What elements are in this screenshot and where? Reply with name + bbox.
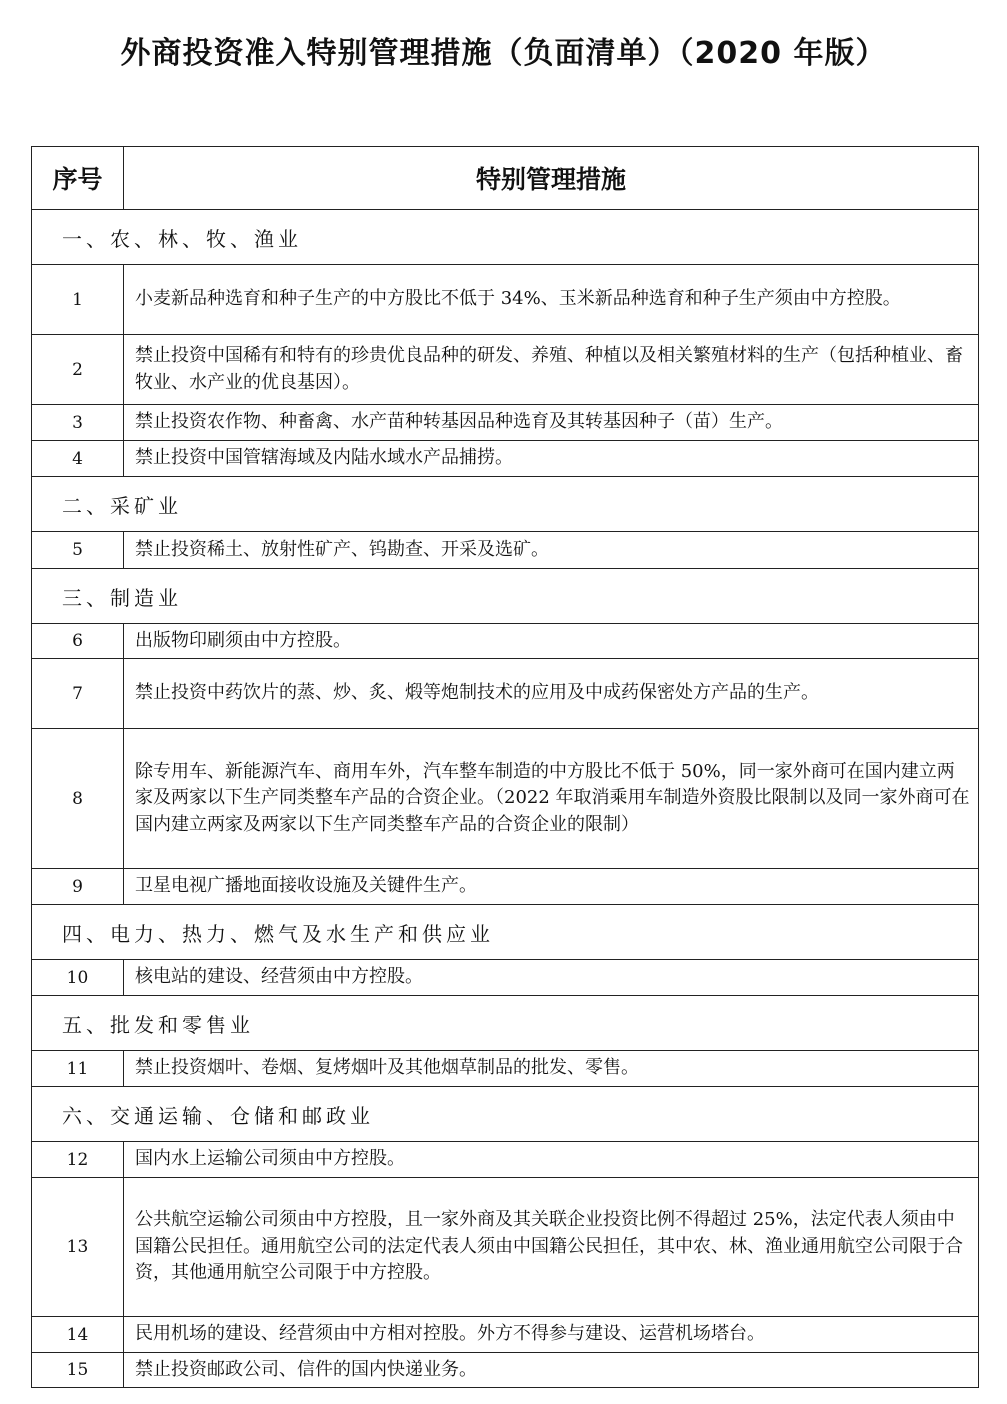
item-text: 禁止投资中国稀有和特有的珍贵优良品种的研发、养殖、种植以及相关繁殖材料的生产（包括种植业、畜牧业、水产业的优良基因）。 [124, 335, 979, 405]
item-text: 禁止投资中国管辖海域及内陆水域水产品捕捞。 [124, 441, 979, 477]
table-row [32, 265, 979, 335]
item-number: 14 [32, 1317, 124, 1353]
item-number: 7 [32, 659, 124, 729]
table-row [32, 532, 979, 569]
item-number: 1 [32, 265, 124, 335]
item-number: 2 [32, 335, 124, 405]
item-text: 禁止投资农作物、种畜禽、水产苗种转基因品种选育及其转基因种子（苗）生产。 [124, 405, 979, 441]
table-row [32, 1317, 979, 1353]
category-row [32, 210, 979, 265]
table-row [32, 869, 979, 905]
item-number: 12 [32, 1142, 124, 1178]
item-number: 3 [32, 405, 124, 441]
item-number: 15 [32, 1353, 124, 1388]
item-number: 5 [32, 532, 124, 569]
table-row [32, 1178, 979, 1317]
table-row [32, 659, 979, 729]
category-label: 五、批发和零售业 [32, 996, 979, 1051]
item-number: 10 [32, 960, 124, 996]
header-measure: 特别管理措施 [124, 147, 979, 210]
category-row [32, 477, 979, 532]
table-row [32, 960, 979, 996]
category-label: 六、交通运输、仓储和邮政业 [32, 1087, 979, 1142]
item-text: 卫星电视广播地面接收设施及关键件生产。 [124, 869, 979, 905]
item-text: 禁止投资中药饮片的蒸、炒、炙、煅等炮制技术的应用及中成药保密处方产品的生产。 [124, 659, 979, 729]
item-text: 民用机场的建设、经营须由中方相对控股。外方不得参与建设、运营机场塔台。 [124, 1317, 979, 1353]
item-number: 6 [32, 624, 124, 659]
negative-list-table [31, 146, 979, 1388]
item-text: 禁止投资稀土、放射性矿产、钨勘查、开采及选矿。 [124, 532, 979, 569]
category-label: 三、制造业 [32, 569, 979, 624]
table-row [32, 1142, 979, 1178]
item-text: 禁止投资烟叶、卷烟、复烤烟叶及其他烟草制品的批发、零售。 [124, 1051, 979, 1087]
category-row [32, 1087, 979, 1142]
table-row [32, 1353, 979, 1388]
header-number: 序号 [32, 147, 124, 210]
category-row [32, 569, 979, 624]
item-number: 11 [32, 1051, 124, 1087]
table-row [32, 405, 979, 441]
item-number: 8 [32, 729, 124, 869]
item-text: 国内水上运输公司须由中方控股。 [124, 1142, 979, 1178]
table-row [32, 624, 979, 659]
table-row [32, 335, 979, 405]
item-text: 公共航空运输公司须由中方控股，且一家外商及其关联企业投资比例不得超过 25%，法定代表人须由中国籍公民担任。通用航空公司的法定代表人须由中国籍公民担任，其中农、林、渔业通用航空公司限于合资，其他通用航空公司限于中方控股。 [124, 1178, 979, 1317]
table-row [32, 441, 979, 477]
item-text: 除专用车、新能源汽车、商用车外，汽车整车制造的中方股比不低于 50%，同一家外商可在国内建立两家及两家以下生产同类整车产品的合资企业。（2022 年取消乘用车制造外资股比限制以及同一家外商可在国内建立两家及两家以下生产同类整车产品的合资企业的限制） [124, 729, 979, 869]
category-row [32, 905, 979, 960]
category-label: 二、采矿业 [32, 477, 979, 532]
table-row [32, 729, 979, 869]
category-label: 四、电力、热力、燃气及水生产和供应业 [32, 905, 979, 960]
category-label: 一、农、林、牧、渔业 [32, 210, 979, 265]
header-row [32, 147, 979, 210]
document-title: 外商投资准入特别管理措施（负面清单）（2020 年版） [120, 36, 887, 71]
item-number: 4 [32, 441, 124, 477]
item-text: 出版物印刷须由中方控股。 [124, 624, 979, 659]
item-number: 13 [32, 1178, 124, 1317]
item-text: 禁止投资邮政公司、信件的国内快递业务。 [124, 1353, 979, 1388]
item-text: 小麦新品种选育和种子生产的中方股比不低于 34%、玉米新品种选育和种子生产须由中方控股。 [124, 265, 979, 335]
table-row [32, 1051, 979, 1087]
item-text: 核电站的建设、经营须由中方控股。 [124, 960, 979, 996]
item-number: 9 [32, 869, 124, 905]
category-row [32, 996, 979, 1051]
